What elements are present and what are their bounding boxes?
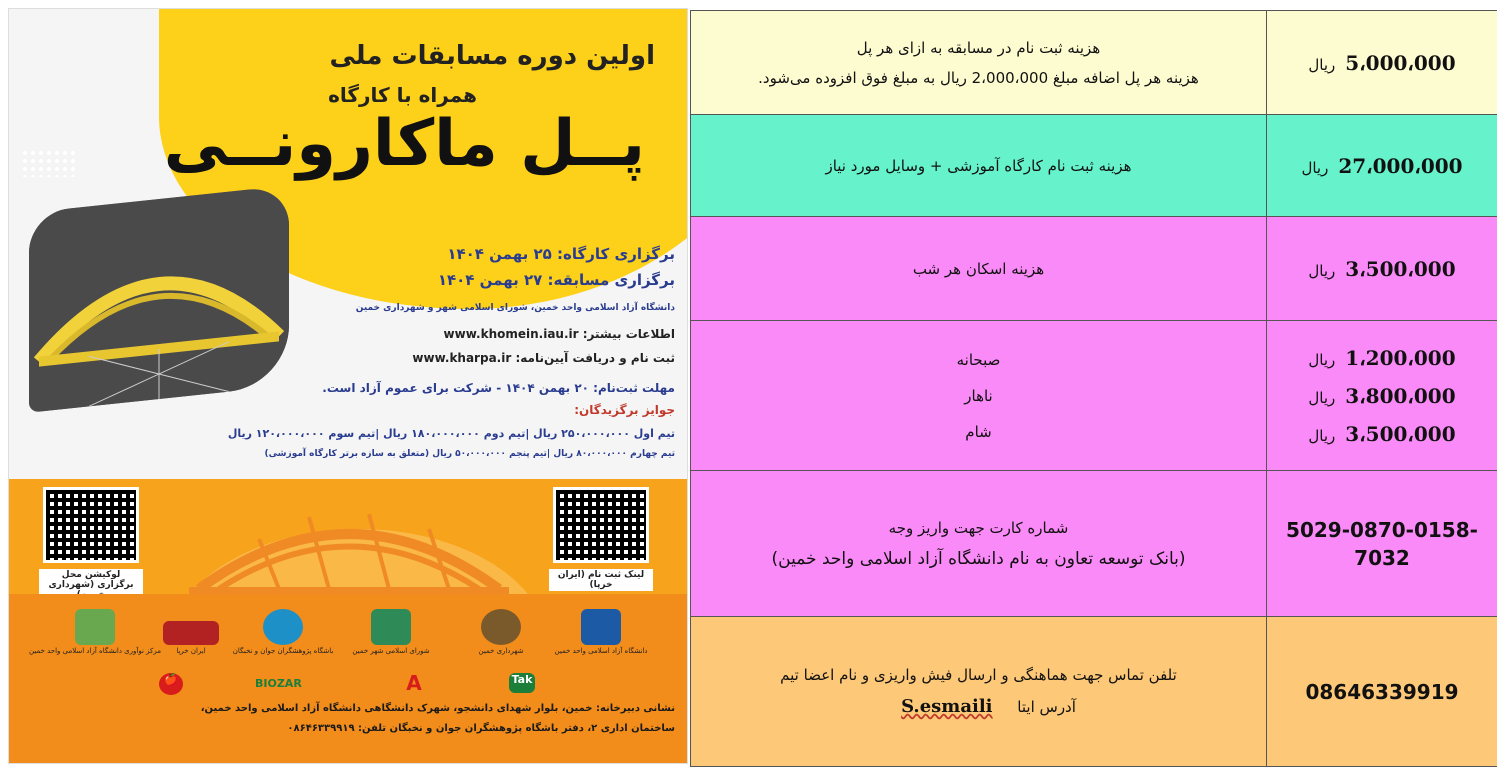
logo-iran-kharpa: ایران خرپا bbox=[155, 605, 227, 655]
desc-cell bbox=[691, 11, 1267, 115]
desc-cell bbox=[691, 471, 1267, 617]
desc-text: شماره کارت جهت واریز وجه bbox=[888, 518, 1069, 537]
table-row-contact bbox=[691, 617, 1497, 767]
desc-text-extra: هزینه هر پل اضافه مبلغ 2،000،000 ریال به مبلغ فوق افزوده می‌شود. bbox=[758, 68, 1199, 87]
logo-apple: 🍎 bbox=[159, 673, 183, 695]
amount-unit: ریال bbox=[1308, 426, 1336, 445]
desc-cell bbox=[691, 217, 1267, 321]
poster-title: پــل ماکارونــی bbox=[163, 107, 645, 181]
desc-cell bbox=[691, 321, 1267, 471]
eitaa-label: آدرس ایتا bbox=[1017, 698, 1076, 716]
qr-register-label: لینک ثبت نام (ایران خرپا) bbox=[549, 569, 653, 591]
amount-line bbox=[1267, 154, 1497, 178]
card-number: 5029-0870-0158-7032 bbox=[1286, 517, 1478, 570]
amount-cell bbox=[1267, 115, 1497, 217]
meal-breakfast: صبحانه bbox=[956, 350, 1001, 369]
amount-value: 1،200،000 bbox=[1345, 345, 1456, 370]
amount-unit: ریال bbox=[1308, 388, 1336, 407]
amount-cell bbox=[1267, 11, 1497, 115]
logo-tak: Tak bbox=[509, 673, 535, 693]
workshop-date: برگزاری کارگاه: ۲۵ بهمن ۱۴۰۴ bbox=[447, 245, 675, 263]
amount-unit: ریال bbox=[1308, 261, 1336, 280]
prizes-title: جوایز برگزیدگان: bbox=[574, 403, 675, 417]
desc-text: تلفن تماس جهت هماهنگی و ارسال فیش واریزی و نام اعضا تیم bbox=[780, 666, 1177, 684]
amount-cell bbox=[1267, 321, 1497, 471]
poster-header: اولین دوره مسابقات ملی bbox=[329, 41, 655, 71]
prizes-line-2: تیم چهارم ۸۰،۰۰۰،۰۰۰ ریال |تیم پنجم ۵۰،۰۰۰،۰۰۰ ریال (متعلق به سازه برتر کارگاه آموزشی) bbox=[264, 449, 675, 459]
poster-subheader: همراه با کارگاه bbox=[328, 83, 477, 107]
secretariat-address-2: ساختمان اداری ۲، دفتر باشگاه پژوهشگران جوان و نخبگان تلفن: ۰۸۶۴۶۳۳۹۹۱۹ bbox=[287, 723, 675, 734]
amount-value: 5،000،000 bbox=[1345, 50, 1456, 75]
logo-young-researchers-club: باشگاه پژوهشگران جوان و نخبگان bbox=[247, 605, 319, 655]
secretariat-address: نشانی دبیرخانه: خمین، بلوار شهدای دانشجو، شهرک دانشگاهی دانشگاه آزاد اسلامی واحد خمین، bbox=[200, 703, 675, 714]
logo-biozar: BIOZAR bbox=[255, 677, 302, 690]
amount-line bbox=[1267, 384, 1497, 408]
organizers: دانشگاه آزاد اسلامی واحد خمین، شورای اسلامی شهر و شهرداری خمین bbox=[355, 303, 675, 313]
meal-dinner: شام bbox=[965, 422, 992, 441]
logo-city-council: شورای اسلامی شهر خمین bbox=[355, 605, 427, 655]
desc-text: هزینه ثبت نام کارگاه آموزشی + وسایل مورد نیاز bbox=[825, 156, 1132, 175]
qr-location-label: لوکیشن محل برگزاری (شهرداری bbox=[39, 569, 143, 601]
amount-value: 3،500،000 bbox=[1345, 421, 1456, 446]
desc-text: هزینه ثبت نام در مسابقه به ازای هر پل bbox=[856, 38, 1101, 57]
fee-table bbox=[690, 10, 1497, 767]
desc-cell bbox=[691, 115, 1267, 217]
amount-unit: ریال bbox=[1308, 350, 1336, 369]
meal-lunch: ناهار bbox=[964, 386, 993, 405]
eitaa-line bbox=[691, 696, 1266, 717]
amount-cell bbox=[1267, 471, 1497, 617]
amount-line bbox=[1267, 422, 1497, 446]
qr-location[interactable] bbox=[43, 487, 139, 563]
amount-value: 3،800،000 bbox=[1345, 383, 1456, 408]
table-row-accommodation bbox=[691, 217, 1497, 321]
bank-name: (بانک توسعه تعاون به نام دانشگاه آزاد اسلامی واحد خمین) bbox=[771, 548, 1186, 569]
amount-value: 27،000،000 bbox=[1338, 153, 1463, 178]
table-row-bank-card bbox=[691, 471, 1497, 617]
amount-line bbox=[1267, 257, 1497, 281]
logo-khomein-municipality: شهرداری خمین bbox=[465, 605, 537, 655]
phone-number[interactable]: 08646339919 bbox=[1305, 679, 1459, 704]
amount-line bbox=[1267, 51, 1497, 75]
amount-cell bbox=[1267, 617, 1497, 767]
more-info: اطلاعات بیشتر: www.khomein.iau.ir bbox=[443, 327, 675, 341]
amount-cell bbox=[1267, 217, 1497, 321]
table-row-workshop bbox=[691, 115, 1497, 217]
amount-line bbox=[1267, 346, 1497, 370]
logo-innovation-center: مرکز نوآوری دانشگاه آزاد اسلامی واحد خمین bbox=[59, 605, 131, 655]
deadline: مهلت ثبت‌نام: ۲۰ بهمن ۱۴۰۴ - شرکت برای عموم آزاد است. bbox=[322, 381, 675, 395]
event-poster bbox=[8, 8, 688, 764]
table-row-bridge-registration bbox=[691, 11, 1497, 115]
desc-cell bbox=[691, 617, 1267, 767]
eitaa-id[interactable]: S.esmaili bbox=[901, 696, 993, 717]
contest-date: برگزاری مسابقه: ۲۷ بهمن ۱۴۰۴ bbox=[437, 271, 675, 289]
amount-unit: ریال bbox=[1301, 158, 1329, 177]
qr-register[interactable] bbox=[553, 487, 649, 563]
table-row-meals bbox=[691, 321, 1497, 471]
prizes-line-1: تیم اول ۲۵۰،۰۰۰،۰۰۰ ریال |تیم دوم ۱۸۰،۰۰۰،۰۰۰ ریال |تیم سوم ۱۲۰،۰۰۰،۰۰۰ ریال bbox=[227, 427, 675, 440]
amount-value: 3،500،000 bbox=[1345, 256, 1456, 281]
logo-a: A bbox=[406, 671, 422, 695]
amount-unit: ریال bbox=[1308, 55, 1336, 74]
register-link: ثبت نام و دریافت آیین‌نامه: www.kharpa.ir bbox=[412, 351, 675, 365]
desc-text: هزینه اسکان هر شب bbox=[912, 259, 1045, 278]
logo-azad-university: دانشگاه آزاد اسلامی واحد خمین bbox=[565, 605, 637, 655]
